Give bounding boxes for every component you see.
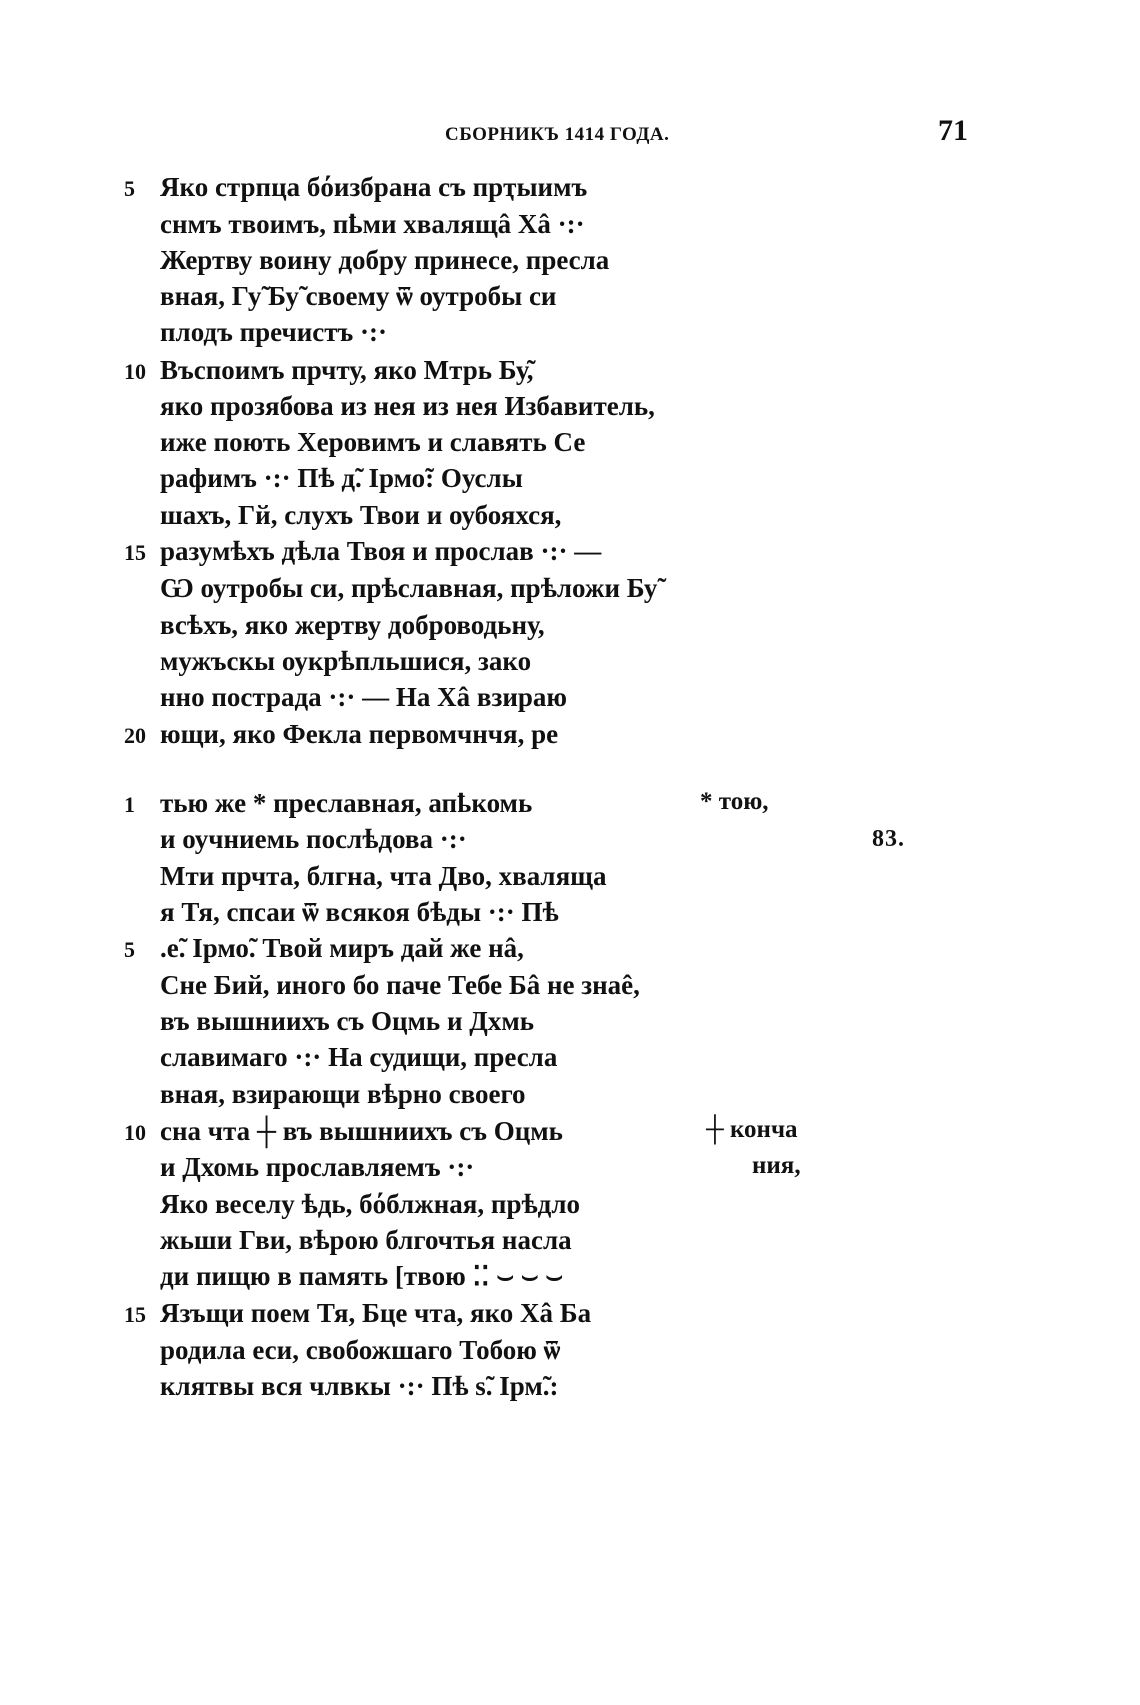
page-number: 71 — [938, 114, 968, 147]
text-line: жьши Гви, вѣрою блгочтья насла — [160, 1225, 572, 1255]
line-number: 10 — [124, 359, 146, 384]
text-line: родила еси, свобожшаго Тобою ѿ — [160, 1335, 561, 1365]
text-line: ющи, яко Фекла первомчнчя, ре — [160, 719, 559, 749]
text-line: Язъщи поем Тя, Бце чта, яко Хâ Ба — [160, 1298, 592, 1328]
text-line: рафимъ ·:· Пѣ д̃. Ірмо̃: Оуслы — [160, 463, 523, 493]
text-line: Яко веселу ѣдь, бόблжная, прѣдло — [160, 1189, 580, 1219]
margin-note: ния, — [752, 1152, 801, 1179]
text-line: Мти прчта, блгна, чта Дво, хваляща — [160, 861, 607, 891]
text-line: и оучниемь послѣдова ·:· — [160, 824, 467, 854]
line-number: 15 — [124, 540, 146, 565]
text-line: Жертву воину добру принесе, пресла — [160, 245, 610, 275]
text-line: и Дхомь прославляемъ ·:· — [160, 1152, 475, 1182]
text-line: вная, взирающи вѣрно своего — [160, 1079, 526, 1109]
text-line: нно пострада ·:· — На Хâ взираю — [160, 682, 568, 712]
text-line: славимаго ·:· На судищи, пресла — [160, 1042, 558, 1072]
text-line: тью же * преславная, апҍкомь — [160, 788, 533, 818]
text-line: я Тя, спсаи ѿ всякоя бѣды ·:· Пѣ — [160, 897, 559, 927]
text-line: Яко стрпца бόизбрана съ прҭыимъ — [160, 172, 588, 202]
line-number: 1 — [124, 792, 135, 817]
text-line: разумѣхъ дѣла Твоя и прослав ·:· — — [160, 536, 602, 566]
text-line: въ вышниихъ съ Оцмь и Дхмь — [160, 1006, 534, 1036]
text-line: сна чта ┼ въ вышниихъ съ Оцмь — [160, 1116, 563, 1146]
text-line: мужъскы оукрѣпльшися, зако — [160, 646, 532, 676]
margin-note: ┼ конча — [706, 1116, 798, 1143]
text-line: вная, Гу̃ Бу̃ своему ѿ оутробы си — [160, 281, 557, 311]
running-header: СБОРНИКЪ 1414 ГОДА. — [445, 124, 670, 145]
text-line: всѣхъ, яко жертву доброводьну, — [160, 610, 545, 640]
text-line: .е̃. Ірмо̃. Твой миръ дай же нâ, — [160, 933, 524, 963]
text-line: клятвы вся члвкы ·:· Пѣ ѕ̃. Ірм̃.: — [160, 1371, 559, 1401]
text-line: снмъ твоимъ, пҍми хвалящâ Хâ ·:· — [160, 209, 585, 239]
line-number: 15 — [124, 1302, 146, 1327]
text-line: плодъ пречистъ ·:· — [160, 317, 387, 347]
text-line: ди пищю в память [твою ⁚⁚ ⌣ ⌣ ⌣ — [160, 1261, 564, 1291]
text-line: иже поють Херовимъ и славять Се — [160, 427, 586, 457]
margin-note: * тою, — [700, 788, 769, 815]
folio-mark: 83. — [872, 826, 905, 852]
text-line: Въспоимъ прчту, яко Мтрь Бу̃, — [160, 355, 534, 385]
text-line: Ѡ оутробы си, прѣславная, прѣложи Бу̃ — [160, 573, 658, 603]
text-line: яко прозябова из нея из нея Избавитель, — [160, 391, 655, 421]
line-number: 20 — [124, 723, 146, 748]
text-line: шахъ, Гй, слухъ Твои и оубояхся, — [160, 500, 562, 530]
line-number: 5 — [124, 937, 135, 962]
text-line: Сне Бий, иного бо паче Тебе Бâ не знаê, — [160, 970, 640, 1000]
line-number: 10 — [124, 1120, 146, 1145]
line-number: 5 — [124, 176, 135, 201]
